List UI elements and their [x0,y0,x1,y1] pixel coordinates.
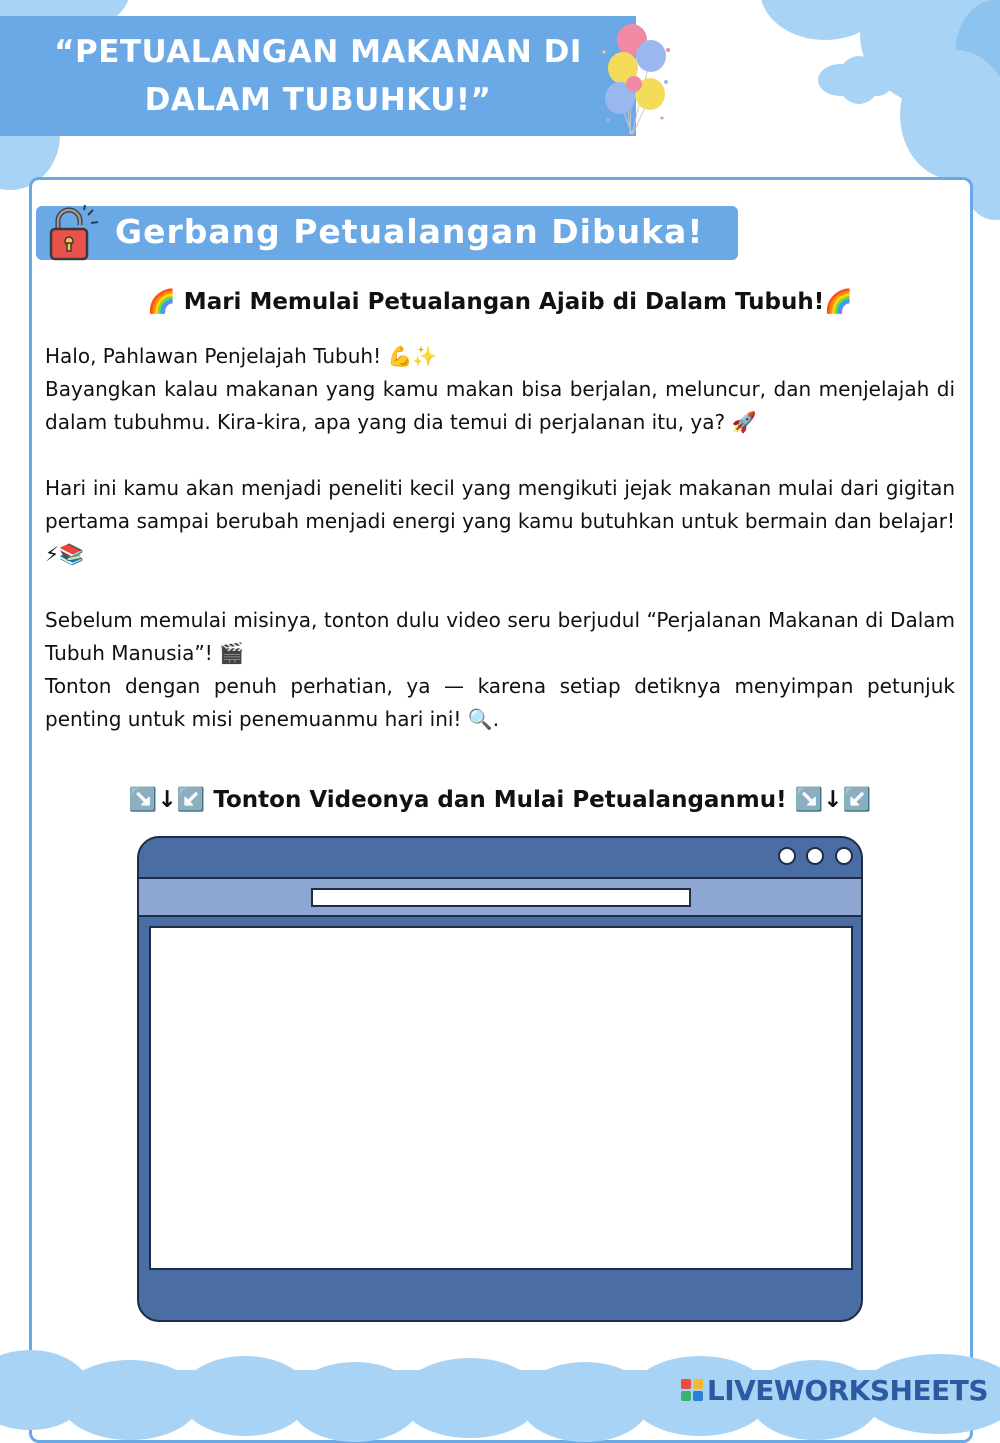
address-bar-field [311,888,691,907]
page-title-line-2: DALAM TUBUHKU!” [144,82,492,118]
intro-heading: 🌈 Mari Memulai Petualangan Ajaib di Dalam Tubuh!🌈 [147,289,853,315]
page-title [18,28,618,124]
intro-paragraph-3: Sebelum memulai misinya, tonton dulu video seru berjudul “Perjalanan Makanan di Dalam Tubuh Manusia”! 🎬 [45,608,955,665]
video-heading: ↘️↓↙️ Tonton Videonya dan Mulai Petualanganmu! ↘️↓↙️ [128,787,872,813]
browser-toolbar [139,877,861,917]
intro-paragraph-1: Bayangkan kalau makanan yang kamu makan bisa berjalan, meluncur, dan menjelajah di dalam tubuhmu. Kira-kira, apa yang dia temui di perjalanan itu, ya? 🚀 [45,377,955,434]
brand-name: LIVEWORKSHEETS [706,1373,988,1407]
title-banner [0,16,636,136]
intro-paragraph-2: Hari ini kamu akan menjadi peneliti kecil yang mengikuti jejak makanan mulai dari gigitan pertama sampai berubah menjadi energi yang kamu butuhkan untuk bermain dan belajar! ⚡📚 [45,476,955,566]
page-title-line-1: “PETUALANGAN MAKANAN DI [54,34,582,70]
window-control-circle-icon [835,847,853,865]
intro-paragraph-4: Tonton dengan penuh perhatian, ya — karena setiap detiknya menyimpan petunjuk penting untuk misi penemuanmu hari ini! 🔍. [45,674,955,731]
liveworksheets-logo [681,1370,988,1410]
unlocked-padlock-icon [46,205,102,263]
window-control-circle-icon [778,847,796,865]
video-embed-area[interactable] [149,926,853,1270]
window-control-circle-icon [806,847,824,865]
liveworksheets-logo-icon [681,1379,703,1401]
video-browser-frame [137,836,863,1322]
greeting-text: Halo, Pahlawan Penjelajah Tubuh! 💪✨ [45,344,438,368]
intro-body [45,340,955,736]
balloons-icon [598,22,678,142]
section-title: Gerbang Petualangan Dibuka! [115,212,704,251]
